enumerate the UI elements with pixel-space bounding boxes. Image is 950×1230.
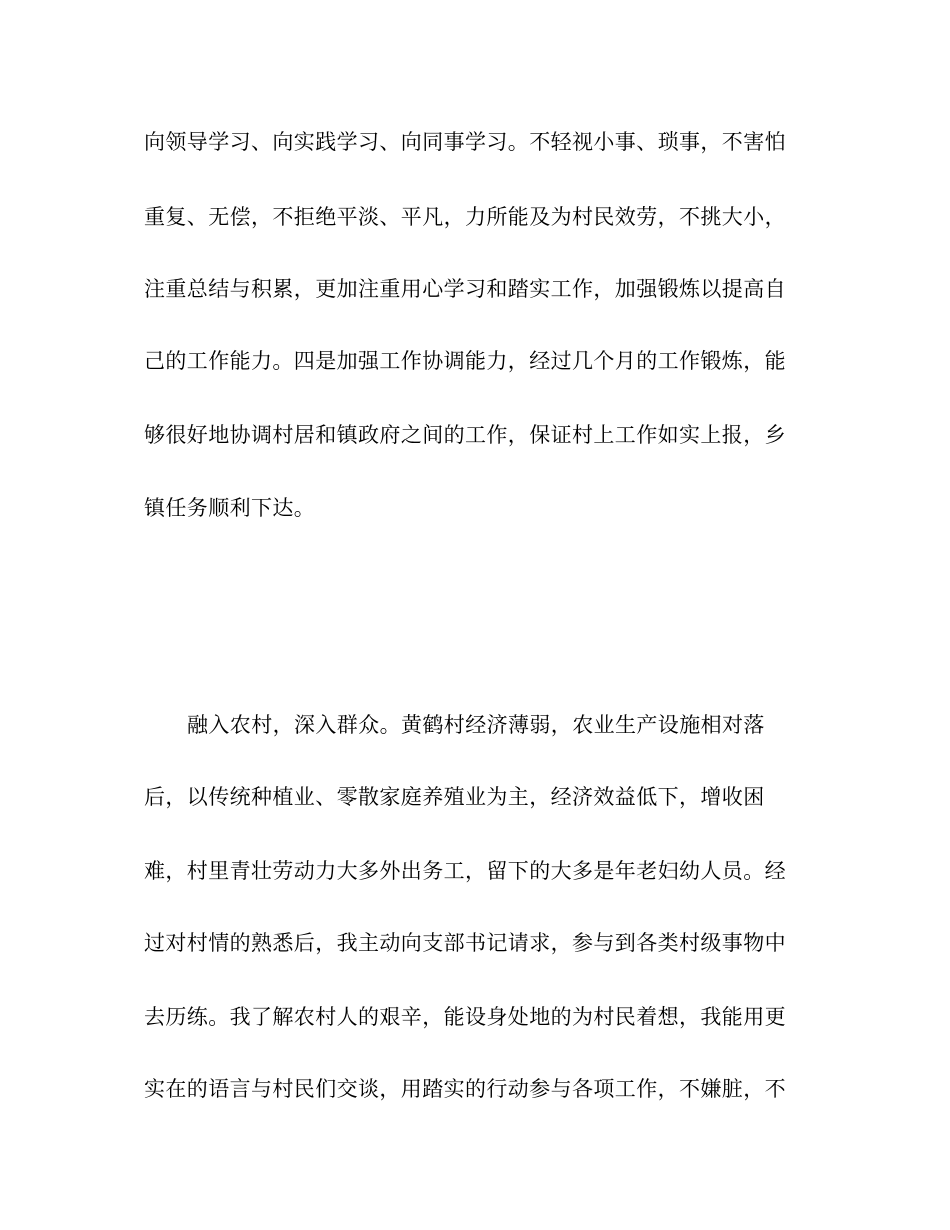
paragraph-1-line-1: 向领导学习、向实践学习、向同事学习。不轻视小事、琐事，不害怕	[144, 130, 786, 154]
paragraph-1-line-5: 够很好地协调村居和镇政府之间的工作，保证村上工作如实上报，乡	[144, 423, 786, 447]
paragraph-2-line-2: 后，以传统种植业、零散家庭养殖业为主，经济效益低下，增收困	[144, 785, 765, 809]
paragraph-1-line-2: 重复、无偿，不拒绝平淡、平凡，力所能及为村民效劳，不挑大小，	[144, 205, 786, 229]
paragraph-2-line-5: 去历练。我了解农村人的艰辛，能设身处地的为村民着想，我能用更	[144, 1005, 786, 1029]
paragraph-2-line-4: 过对村情的熟悉后，我主动向支部书记请求，参与到各类村级事物中	[144, 931, 786, 955]
paragraph-1-line-3: 注重总结与积累，更加注重用心学习和踏实工作，加强锻炼以提高自	[144, 277, 786, 301]
paragraph-1-line-4: 己的工作能力。四是加强工作协调能力，经过几个月的工作锻炼，能	[144, 349, 786, 373]
paragraph-2-line-1: 融入农村，深入群众。黄鹤村经济薄弱，农业生产设施相对落	[187, 713, 765, 737]
paragraph-2-line-3: 难，村里青壮劳动力大多外出务工，留下的大多是年老妇幼人员。经	[144, 859, 786, 883]
paragraph-1-line-6: 镇任务顺利下达。	[144, 496, 316, 520]
paragraph-2-line-6: 实在的语言与村民们交谈，用踏实的行动参与各项工作，不嫌脏，不	[144, 1077, 786, 1101]
